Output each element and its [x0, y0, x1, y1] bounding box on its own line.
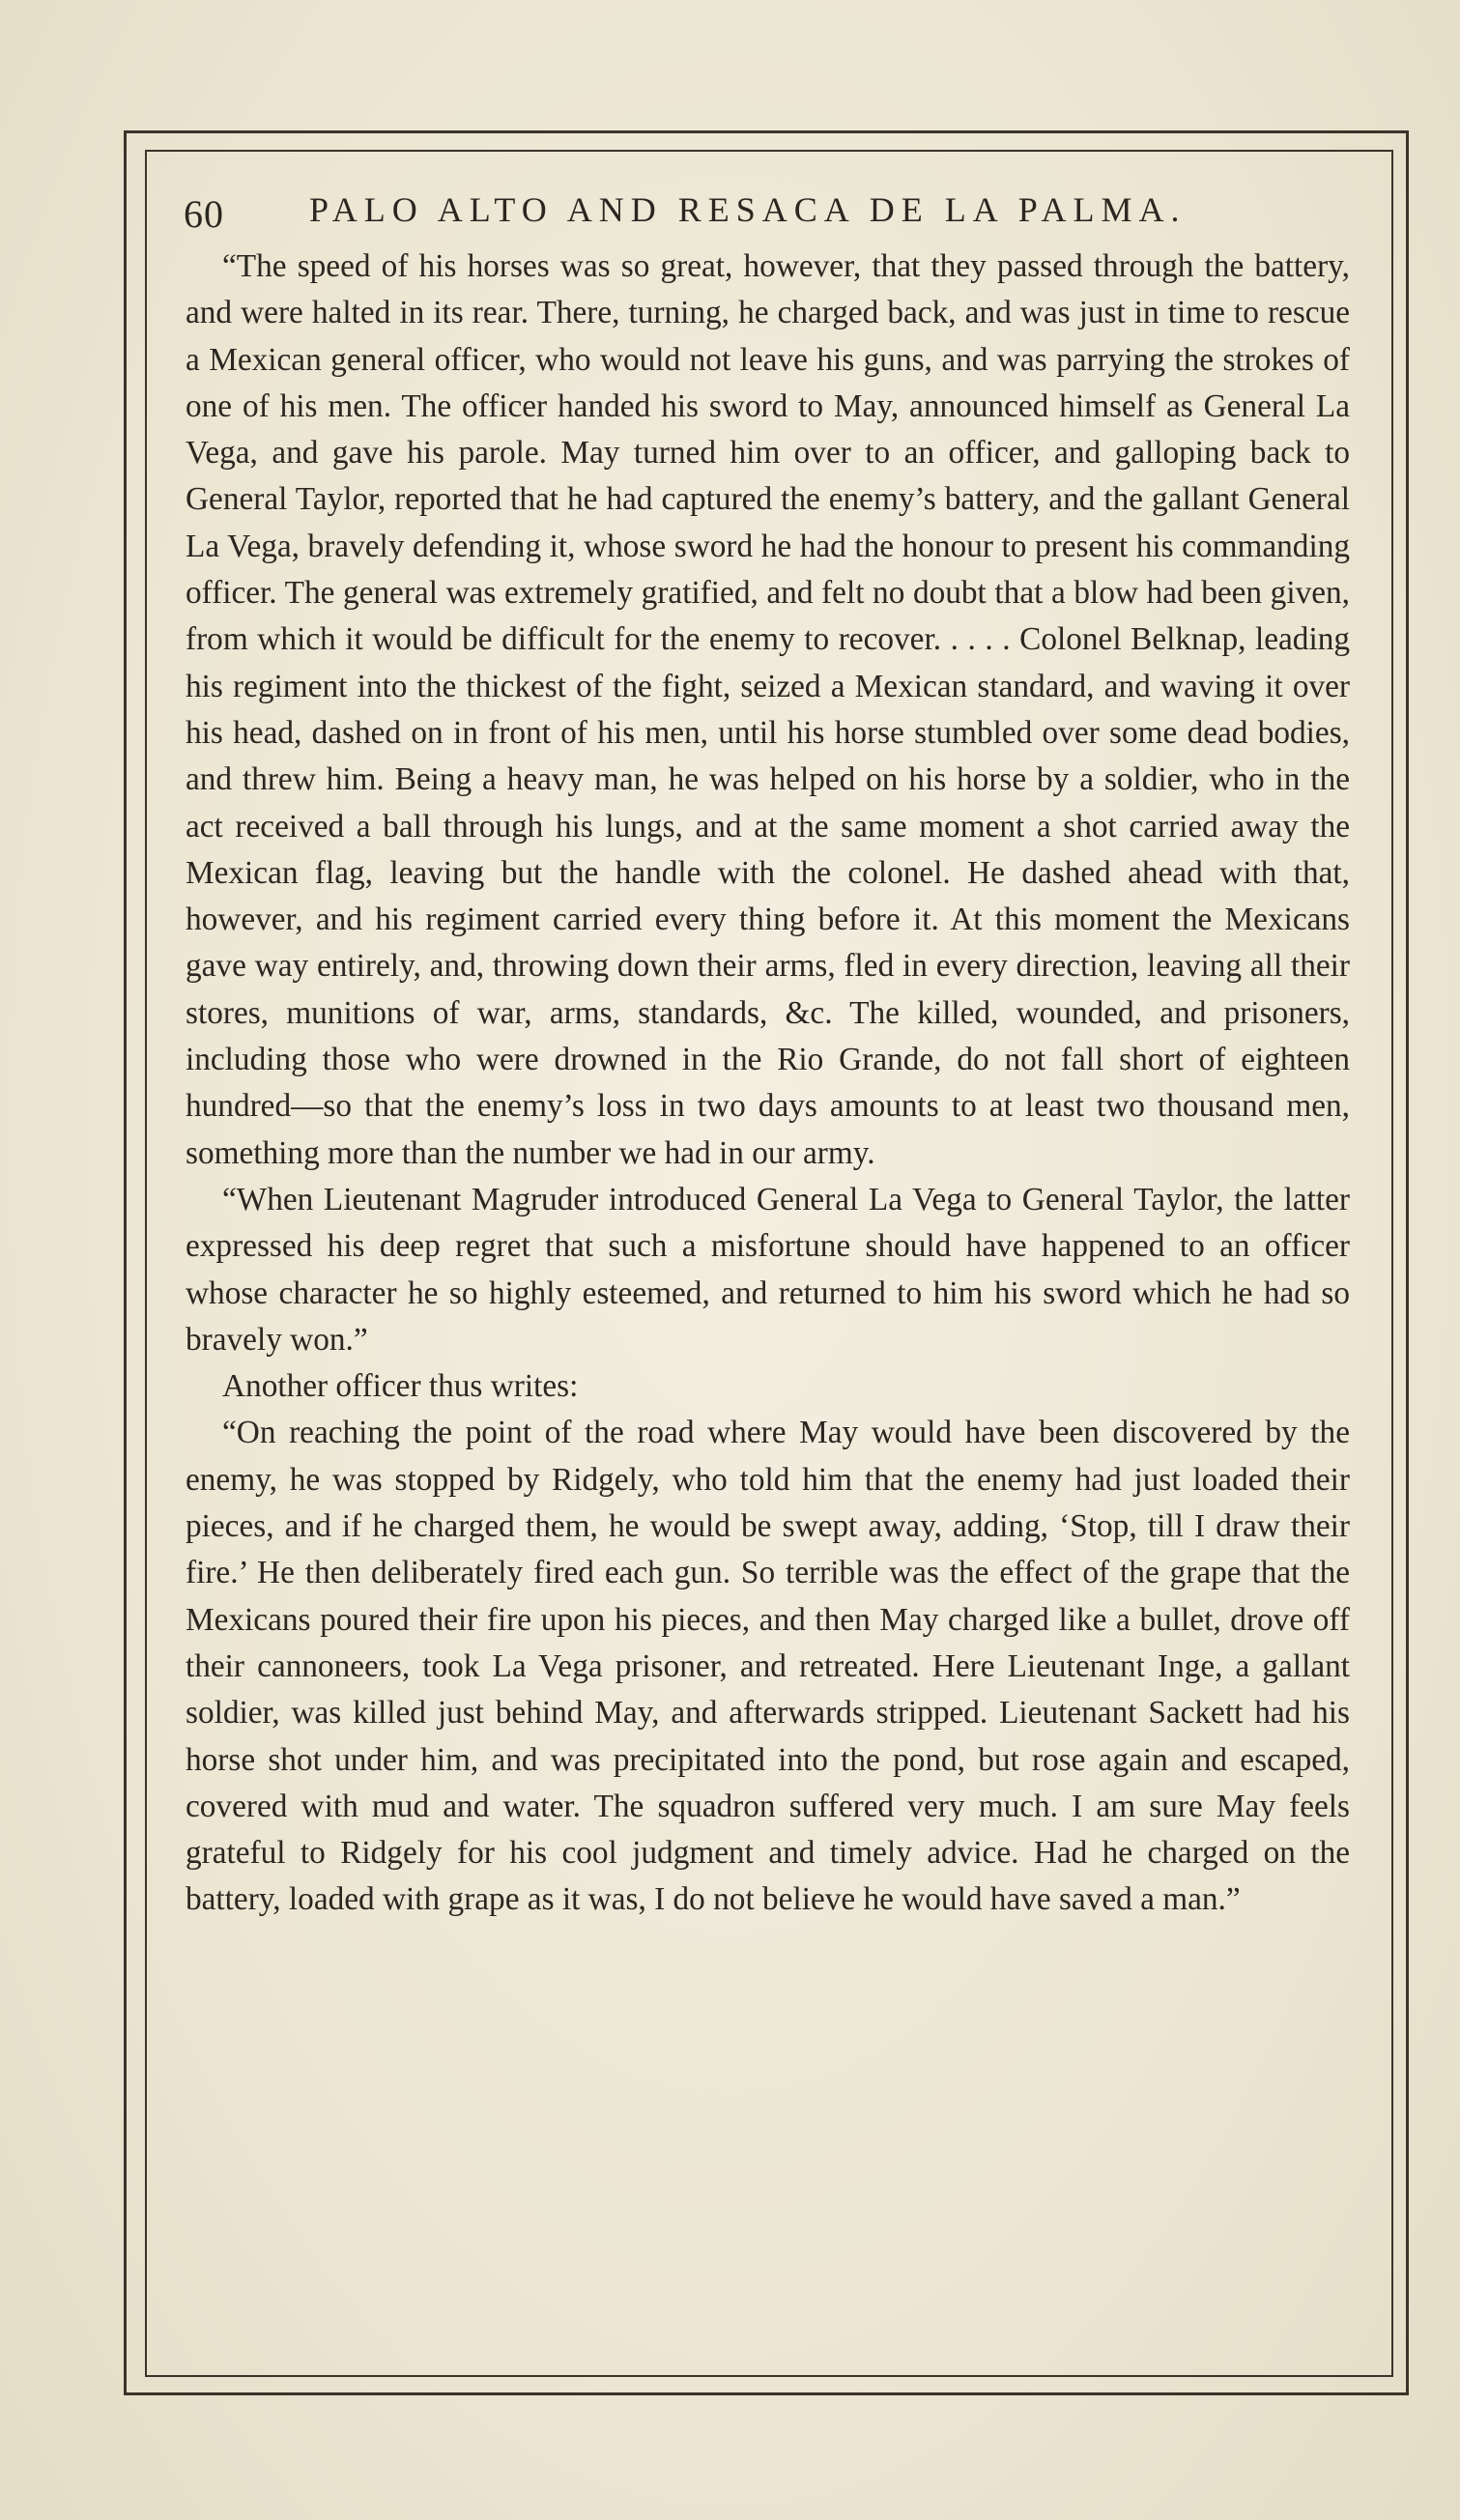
paragraph: “On reaching the point of the road where May would have been discovered by the enemy, he was stopped by Ridgely, who told him that the enemy had just loaded their pieces, and if he charged them, he would be swept away, adding, ‘Stop, till I draw their fire.’ He then deliberately fired each gun. So terrible was the effect of the grape that the Mexicans poured their fire upon his pieces, and then May charged like a bullet, drove off their cannoneers, took La Vega prisoner, and retreated. Here Lieutenant Inge, a gallant soldier, was killed just behind May, and afterwards stripped. Lieutenant Sackett had his horse shot under him, and was precipitated into the pond, but rose again and escaped, covered with mud and water. The squadron suffered very much. I am sure May feels grateful to Ridgely for his cool judgment and timely advice. Had he charged on the battery, loaded with grape as it was, I do not believe he would have saved a man.” — [186, 1415, 1350, 1918]
paragraph: “When Lieutenant Magruder introduced General La Vega to General Taylor, the latter expressed his deep regret that such a misfortune should have happened to an officer whose character he so highly esteemed, and returned to him his sword which he had so bravely won.” — [186, 1181, 1350, 1358]
running-title: PALO ALTO AND RESACA DE LA PALMA. — [309, 190, 1187, 229]
frame-right-inner-rule-lower — [1391, 1821, 1393, 2377]
frame-right-outer-rule-lower — [1406, 1833, 1409, 2395]
page-number: 60 — [184, 192, 224, 236]
frame-left-outer-rule — [124, 130, 127, 1833]
frame-left-outer-rule-lower — [124, 1833, 127, 2395]
frame-top-inner-rule — [145, 150, 1393, 152]
body-text — [186, 243, 1350, 1924]
paragraph: Another officer thus writes: — [222, 1368, 579, 1405]
frame-bottom-outer-rule — [124, 2392, 1409, 2395]
frame-left-inner-rule — [145, 150, 147, 1821]
frame-right-outer-rule — [1406, 130, 1409, 1833]
frame-bottom-inner-rule — [145, 2375, 1393, 2377]
frame-top-outer-rule — [124, 130, 1409, 133]
running-header — [184, 174, 1362, 242]
frame-right-inner-rule — [1391, 150, 1393, 1821]
frame-left-inner-rule-lower — [145, 1821, 147, 2377]
paragraph: “The speed of his horses was so great, however, that they passed through the battery, and were halted in its rear. There, turning, he charged back, and was just in time to rescue a Mexican general officer, who would not leave his guns, and was parrying the strokes of one of his men. The officer handed his sword to May, announced himself as General La Vega, and gave his parole. May turned him over to an officer, and galloping back to General Taylor, reported that he had captured the enemy’s battery, and the gallant General La Vega, bravely defending it, whose sword he had the honour to present his commanding officer. The general was extremely gratified, and felt no doubt that a blow had been given, from which it would be difficult for the enemy to recover. . . . . Colonel Belknap, leading his regiment into the thickest of the fight, seized a Mexican standard, and waving it over his head, dashed on in front of his men, until his horse stumbled over some dead bodies, and threw him. Being a heavy man, he was helped on his horse by a soldier, who in the act received a ball through his lungs, and at the same moment a shot carried away the Mexican flag, leaving but the handle with the colonel. He dashed ahead with that, however, and his regiment carried every thing before it. At this moment the Mexicans gave way entirely, and, throwing down their arms, fled in every direction, leaving all their stores, munitions of war, arms, standards, &c. The killed, wounded, and prisoners, including those who were drowned in the Rio Grande, do not fall short of eighteen hundred—so that the enemy’s loss in two days amounts to at least two thousand men, something more than the number we had in our army. — [186, 248, 1350, 1171]
